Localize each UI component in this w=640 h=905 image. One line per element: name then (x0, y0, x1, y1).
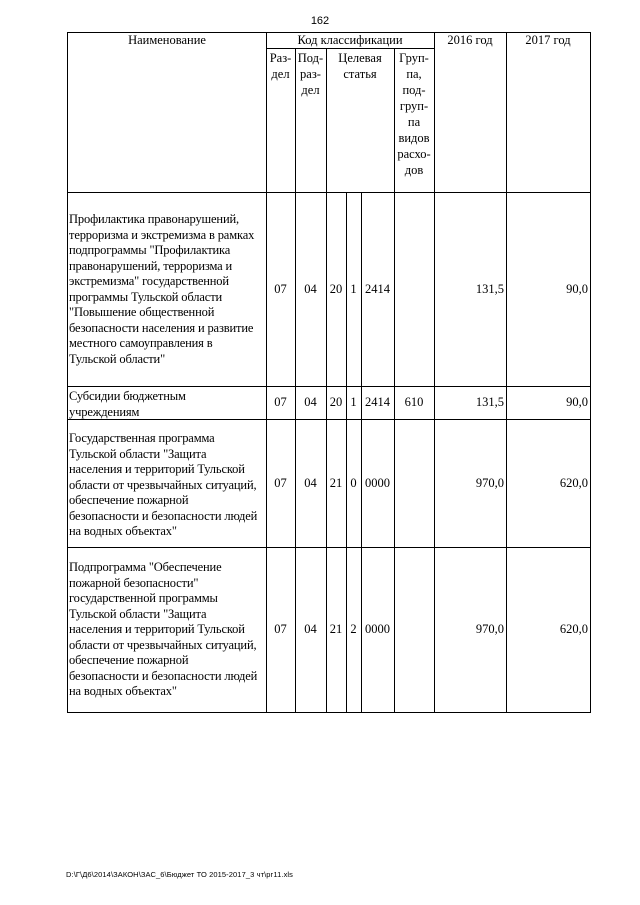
table-border-right (590, 32, 591, 713)
cell-razdel: 07 (274, 475, 287, 490)
footer-file-path: D:\Г\Д6\2014\ЗАКОН\ЗАС_6\Бюджет ТО 2015-2017_3 чт\рг11.xls (66, 870, 294, 879)
cell-amount-2017: 620,0 (559, 475, 588, 490)
name-column-divider (266, 32, 267, 713)
cell-razdel: 07 (274, 281, 287, 296)
cell-podrazdel: 04 (304, 281, 317, 296)
razdel-divider (295, 48, 296, 713)
cell-amount-2017: 620,0 (559, 622, 588, 636)
cell-direction: 0000 (365, 622, 390, 636)
header-year-2016: 2016 год (447, 33, 493, 47)
header-year-2017: 2017 год (525, 33, 571, 47)
cell-program: 21 (329, 475, 343, 490)
page-number: 162 (310, 15, 330, 27)
header-target-article: Целевая статья (338, 51, 382, 81)
cell-razdel: 07 (274, 622, 287, 636)
cell-program: 21 (329, 622, 343, 636)
cell-amount-2016: 131,5 (475, 281, 504, 296)
podrazdel-divider (326, 48, 327, 713)
cell-amount-2016: 970,0 (475, 475, 504, 490)
classification-underline (266, 48, 434, 49)
header-razdel: Раз- дел (269, 51, 292, 81)
cell-amount-2016: 970,0 (475, 622, 504, 636)
row-3-bottom-line (67, 547, 591, 548)
cell-podrazdel: 04 (304, 395, 317, 409)
cell-amount-2017: 90,0 (566, 395, 588, 409)
cell-podrazdel: 04 (304, 475, 317, 490)
cell-podrazdel: 04 (304, 622, 317, 636)
table-border-left (67, 32, 68, 713)
program-divider (346, 192, 347, 713)
cell-subprogram: 2 (350, 622, 357, 636)
cell-name: Государственная программа Тульской области "Защита населения и территорий Тульской области от чрезвычайных ситуаций, обеспечение пожарной безопасности и безопасности людей на водных объектах" (69, 431, 258, 538)
cell-direction: 2414 (365, 281, 390, 296)
cell-subprogram: 1 (350, 281, 357, 296)
subprogram-divider (361, 192, 362, 713)
cell-group: 610 (404, 395, 424, 409)
classification-right-divider (434, 32, 435, 713)
row-1-bottom-line (67, 386, 591, 387)
cell-name: Подпрограмма "Обеспечение пожарной безопасности" государственной программы Тульской области "Защита населения и территорий Тульской области от чрезвычайных ситуаций, обеспечение пожарной безопасности и безопасности людей на водных объектах" (69, 560, 258, 698)
year-column-divider (506, 32, 507, 713)
header-group: Груп- па, под- груп- па видов расхо- дов (397, 51, 431, 177)
header-podrazdel: Под- раз- дел (297, 51, 324, 97)
cell-name: Профилактика правонарушений, терроризма и экстремизма в рамках подпрограммы "Профилактика правонарушений, терроризма и экстремизма" государственной программы Тульской области "Повышение общественной безопасности населения и развитие местного самоуправления в Тульской области" (69, 212, 255, 366)
header-classification: Код классификации (297, 33, 403, 47)
table-border-top (67, 32, 591, 33)
cell-subprogram: 0 (350, 475, 357, 490)
cell-name: Субсидии бюджетным учреждениям (69, 389, 186, 419)
cell-program: 20 (329, 281, 343, 296)
row-2-bottom-line (67, 419, 591, 420)
cell-razdel: 07 (274, 395, 287, 409)
target-article-divider (394, 48, 395, 713)
cell-program: 20 (329, 395, 343, 409)
cell-direction: 2414 (365, 395, 390, 409)
header-bottom-line (67, 192, 591, 193)
cell-subprogram: 1 (350, 395, 357, 409)
table-border-bottom (67, 712, 591, 713)
header-name: Наименование (128, 33, 206, 47)
cell-amount-2016: 131,5 (475, 395, 504, 409)
cell-amount-2017: 90,0 (566, 281, 588, 296)
cell-direction: 0000 (365, 475, 390, 490)
